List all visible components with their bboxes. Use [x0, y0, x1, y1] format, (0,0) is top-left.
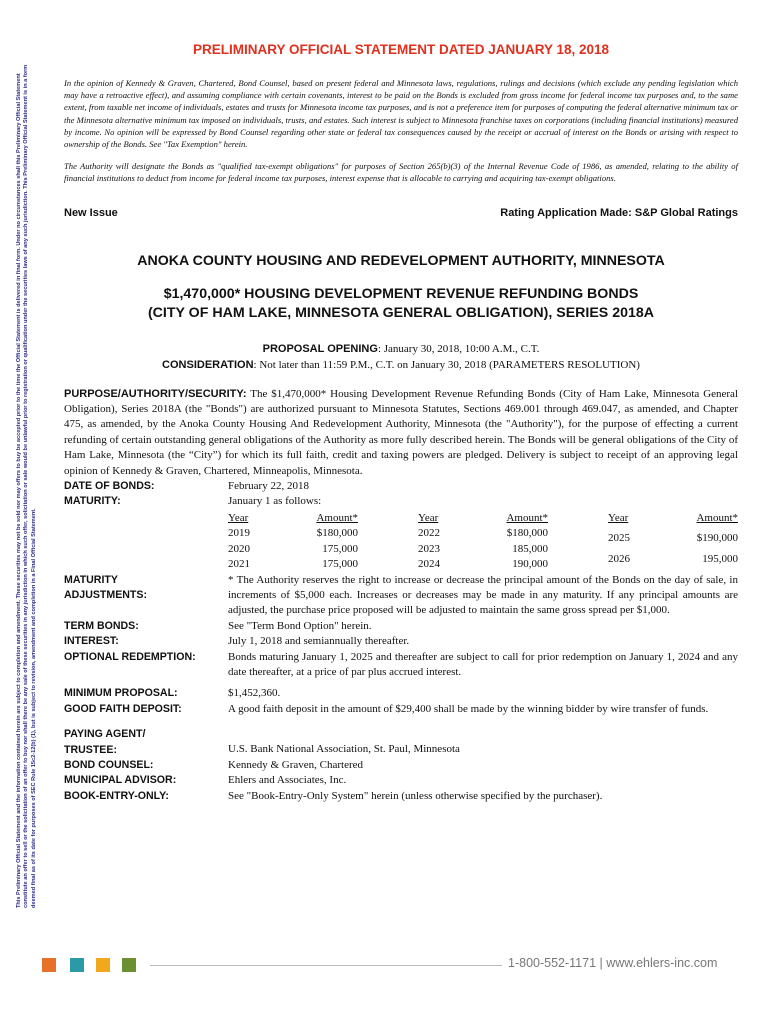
maturity-year: 2025 — [608, 532, 630, 545]
footer-divider — [150, 965, 502, 966]
paying-agent-label: PAYING AGENT/ TRUSTEE: — [64, 728, 146, 756]
maturity-year: 2019 — [228, 527, 250, 540]
bond-counsel-row — [64, 758, 738, 773]
term-bonds-label: TERM BONDS: — [64, 619, 139, 632]
maturity-year-header: Year — [418, 511, 439, 524]
maturity-amount: $190,000 — [696, 532, 738, 545]
date-of-bonds-row — [64, 479, 738, 494]
minimum-proposal-label: MINIMUM PROPOSAL: — [64, 687, 178, 700]
maturity-amount: 175,000 — [322, 542, 358, 555]
consideration: CONSIDERATION: Not later than 11:59 P.M., C.T. on January 30, 2018 (PARAMETERS RESOLUTION) — [162, 358, 640, 371]
maturity-adjustments-value: * The Authority reserves the right to increase or decrease the principal amount of the Bonds on the day of sale, in increments of $5,000 each. Increases or decreases may be made in any maturity. If any principal amounts are adjusted, the purchase price proposed will be adjusted to maintain the same gross spread per $1,000. — [228, 573, 738, 617]
issue-row — [64, 207, 738, 219]
bond-heading — [64, 285, 738, 323]
maturity-group — [418, 511, 548, 573]
footer-square-teal — [70, 958, 84, 972]
proposal-block — [64, 341, 738, 373]
interest-label: INTEREST: — [64, 635, 119, 648]
maturity-amount: $180,000 — [316, 527, 358, 540]
good-faith-deposit-row — [64, 702, 738, 717]
document-title: PRELIMINARY OFFICIAL STATEMENT DATED JANUARY 18, 2018 — [192, 42, 610, 57]
term-bonds-row — [64, 619, 738, 634]
maturity-year-header: Year — [228, 511, 249, 524]
maturity-amount-header: Amount* — [506, 511, 548, 524]
issuer-heading: ANOKA COUNTY HOUSING AND REDEVELOPMENT AUTHORITY, MINNESOTA — [137, 252, 665, 269]
tax-opinion-paragraph: In the opinion of Kennedy & Graven, Chartered, Bond Counsel, based on present federal and Minnesota laws, regulations, rulings and decisions (which exclude any pending legislation which may have a retroactive effect), and assuming compliance with certain covenants, interest to be paid on the Bonds is excluded from gross income for federal income tax purposes and, to the same extent, from taxable net income of individuals, estates and trusts for Minnesota income tax purposes, and is not a preference item for purposes of computing the federal alternative minimum tax or the Minnesota alternative minimum tax imposed on individuals, trusts, and estates. Such interest is subject to Minnesota franchise taxes on corporations (including financial institutions) measured by income. No opinion will be expressed by Bond Counsel regarding other state or federal tax consequences caused by the receipt or accrual of interest on the Bonds or arising with respect to ownership of the Bonds. See "Tax Exemption" herein. — [64, 78, 738, 150]
book-entry-value: See "Book-Entry-Only System" herein (unless otherwise specified by the purchaser). — [228, 789, 603, 802]
terms-body — [64, 387, 738, 805]
proposal-opening: PROPOSAL OPENING: January 30, 2018, 10:00 A.M., C.T. — [262, 342, 540, 355]
maturity-amount: $180,000 — [506, 527, 548, 540]
maturity-schedule — [228, 511, 738, 573]
maturity-amount: 185,000 — [512, 542, 548, 555]
new-issue-label: New Issue — [64, 206, 118, 219]
document-page — [64, 42, 738, 804]
maturity-amount-header: Amount* — [316, 511, 358, 524]
maturity-adjustments-row — [64, 573, 738, 619]
municipal-advisor-label: MUNICIPAL ADVISOR: — [64, 774, 177, 787]
term-bonds-value: See "Term Bond Option" herein. — [228, 619, 372, 632]
municipal-advisor-value: Ehlers and Associates, Inc. — [228, 774, 347, 787]
rating-label: Rating Application Made: S&P Global Ratings — [500, 206, 738, 219]
page-footer — [0, 955, 770, 977]
date-of-bonds-value: February 22, 2018 — [228, 480, 309, 493]
bond-heading-line2: (CITY OF HAM LAKE, MINNESOTA GENERAL OBLIGATION), SERIES 2018A — [147, 304, 655, 321]
interest-row — [64, 634, 738, 649]
footer-contact: 1-800-552-1171 | www.ehlers-inc.com — [508, 956, 718, 970]
good-faith-deposit-label: GOOD FAITH DEPOSIT: — [64, 702, 182, 715]
maturity-group — [608, 511, 738, 573]
maturity-year: 2022 — [418, 527, 440, 540]
good-faith-deposit-value: A good faith deposit in the amount of $29,400 shall be made by the winning bidder by wire transfer of funds. — [228, 702, 709, 715]
footer-square-yellow — [96, 958, 110, 972]
maturity-year: 2026 — [608, 552, 630, 565]
maturity-amount: 190,000 — [512, 558, 548, 571]
interest-value: July 1, 2018 and semiannually thereafter. — [228, 635, 410, 648]
maturity-label: MATURITY: — [64, 495, 121, 508]
maturity-group — [228, 511, 358, 573]
side-disclaimer — [16, 60, 46, 908]
minimum-proposal-row — [64, 686, 738, 701]
bond-heading-line1: $1,470,000* HOUSING DEVELOPMENT REVENUE REFUNDING BONDS — [163, 285, 639, 302]
maturity-year: 2020 — [228, 542, 250, 555]
maturity-year-header: Year — [608, 511, 629, 524]
optional-redemption-row — [64, 650, 738, 681]
book-entry-row — [64, 789, 738, 804]
paying-agent-value: U.S. Bank National Association, St. Paul, Minnesota — [228, 743, 460, 756]
municipal-advisor-row — [64, 773, 738, 788]
side-disclaimer-text: This Preliminary Official Statement and the information contained herein are subject to completion and amendment. These securities may not be sold nor may offers to buy be accepted prior to the time the Official Statement is delivered in final form. Under no circumstances shall this Preliminary Official Statement constitute an offer to sell or the solicitation of an offer to buy nor shall there be any sale of these securities in any jurisdiction in which such offer, solicitation or sale would be unlawful prior to registration or qualification under the securities laws of any such jurisdiction. This Preliminary Official Statement is in a form deemed final as of its date for purposes of SEC Rule 15c2-12(b) (1), but is subject to revision, amendment and completion in a Final Official Statement. — [16, 64, 37, 908]
paying-agent-row — [64, 727, 738, 758]
maturity-amount-header: Amount* — [696, 511, 738, 524]
maturity-year: 2024 — [418, 558, 440, 571]
maturity-amount: 195,000 — [702, 552, 738, 565]
maturity-row — [64, 494, 738, 572]
footer-square-green — [122, 958, 136, 972]
date-of-bonds-label: DATE OF BONDS: — [64, 480, 155, 493]
bond-counsel-label: BOND COUNSEL: — [64, 758, 154, 771]
maturity-value: January 1 as follows: — [228, 495, 322, 508]
optional-redemption-label: OPTIONAL REDEMPTION: — [64, 650, 196, 663]
maturity-year: 2021 — [228, 558, 250, 571]
purpose-paragraph: PURPOSE/AUTHORITY/SECURITY: The $1,470,000* Housing Development Revenue Refunding Bonds (City of Ham Lake, Minnesota General Obligation), Series 2018A (the "Bonds") are authorized pursuant to Minnesota Statutes, Sections 469.001 through 469.047, as amended, and Chapter 475, as amended, by the Anoka County Housing And Redevelopment Authority, Minnesota (the "Authority"), for the purpose of effecting a current refunding of certain outstanding general obligations of the Authority as more fully described herein. The Bonds will be general obligations of the City of Ham Lake, Minnesota (the “City”) for which its full faith, credit and taxing powers are pledged. Delivery is subject to receipt of an approving legal opinion of Kennedy & Graven, Chartered, Minneapolis, Minnesota. — [64, 387, 738, 477]
footer-square-orange — [42, 958, 56, 972]
maturity-amount: 175,000 — [322, 558, 358, 571]
book-entry-label: BOOK-ENTRY-ONLY: — [64, 789, 169, 802]
optional-redemption-value: Bonds maturing January 1, 2025 and thereafter are subject to call for prior redemption on January 1, 2024 and any date thereafter, at a price of par plus accrued interest. — [228, 650, 738, 678]
designation-paragraph: The Authority will designate the Bonds as "qualified tax-exempt obligations" for purposes of Section 265(b)(3) of the Internal Revenue Code of 1986, as amended, relating to the ability of financial institutions to deduct from income for federal income tax purposes, interest expense that is allocable to carrying and acquiring tax-exempt obligations. — [64, 161, 738, 184]
bond-counsel-value: Kennedy & Graven, Chartered — [228, 758, 364, 771]
maturity-year: 2023 — [418, 542, 440, 555]
minimum-proposal-value: $1,452,360. — [228, 687, 281, 700]
maturity-adjustments-label: MATURITY ADJUSTMENTS: — [64, 573, 147, 601]
